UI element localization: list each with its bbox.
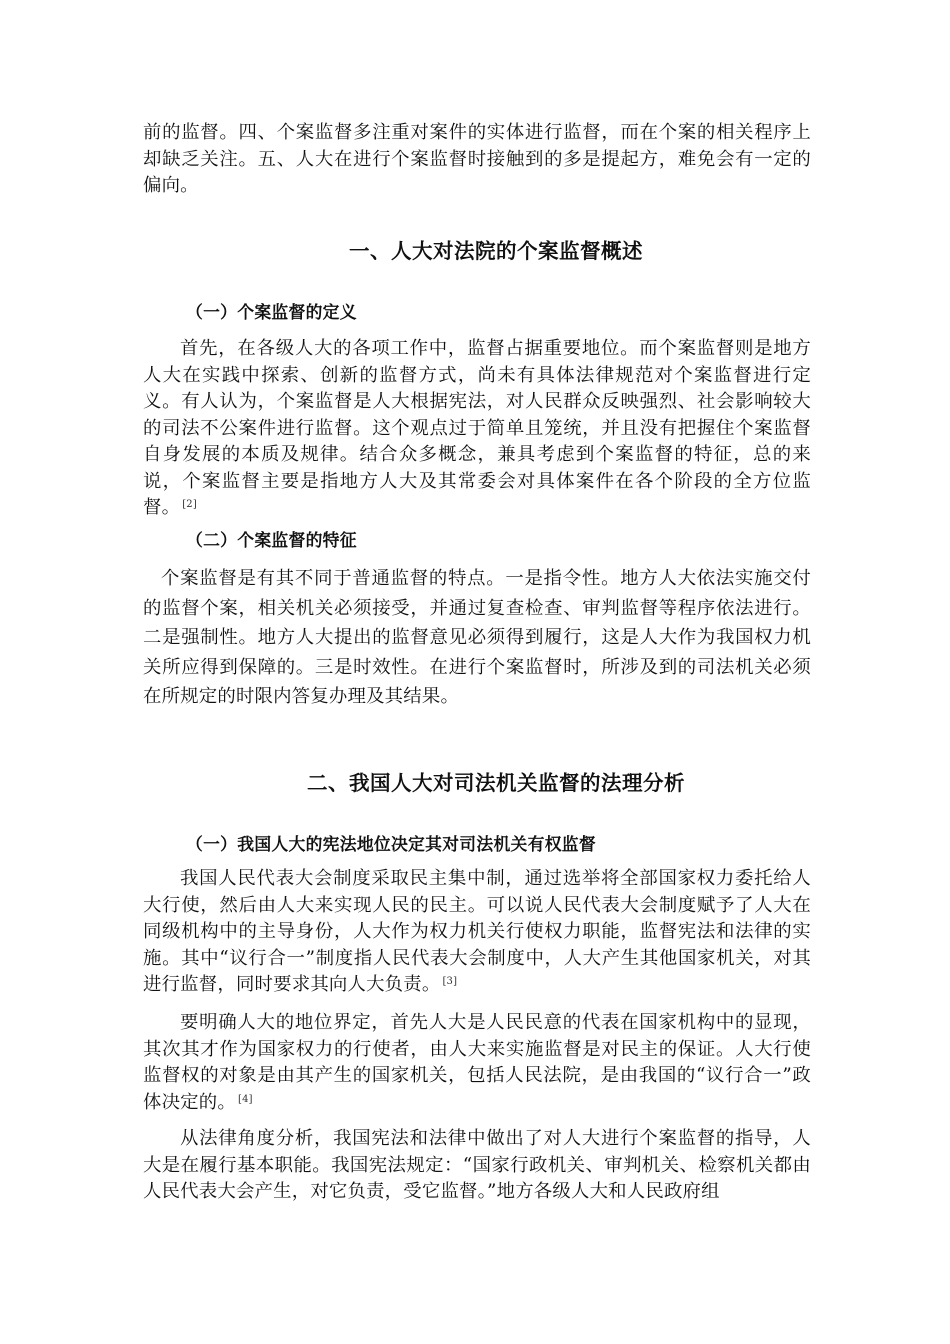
section-1-sub-2-heading: （二）个案监督的特征 (186, 530, 357, 550)
citation-3: [3] (442, 976, 458, 987)
section-1-sub-1-heading: （一）个案监督的定义 (186, 302, 357, 322)
section-2-paragraph-2 (143, 1010, 811, 1116)
intro-paragraph (143, 120, 811, 200)
section-1-sub-2-paragraph (143, 564, 811, 712)
paragraph-text: 个案监督是有其不同于普通监督的特点。一是指令性。地方人大依法实施交付的监督个案，相关机关必须接受，并通过复查检查、审判监督等程序依法进行。二是强制性。地方人大提出的监督意见必须得到履行，这是人大作为我国权力机关所应得到保障的。三是时效性。在进行个案监督时，所涉及到的司法机关必须在所规定的时限内答复办理及其结果。 (143, 568, 811, 707)
section-1-title: 一、人大对法院的个案监督概述 (349, 239, 643, 263)
intro-text: 前的监督。四、个案监督多注重对案件的实体进行监督，而在个案的相关程序上却缺乏关注。五、人大在进行个案监督时接触到的多是提起方，难免会有一定的偏向。 (143, 122, 811, 196)
citation-4: [4] (237, 1093, 253, 1105)
paragraph-text: 首先，在各级人大的各项工作中，监督占据重要地位。而个案监督则是地方人大在实践中探索、创新的监督方式，尚未有具体法律规范对个案监督进行定义。有人认为，个案监督是人大根据宪法，对人民群众反映强烈、社会影响较大的司法不公案件进行监督。这个观点过于简单且笼统，并且没有把握住个案监督自身发展的本质及规律。结合众多概念，兼具考虑到个案监督的特征，总的来说，个案监督主要是指地方人大及其常委会对具体案件在各个阶段的全方位监督。 (143, 338, 811, 518)
citation-2: [2] (182, 499, 197, 510)
section-2-paragraph-3 (143, 1126, 811, 1206)
section-2-sub-1-heading: （一）我国人大的宪法地位决定其对司法机关有权监督 (186, 834, 596, 854)
paragraph-text: 我国人民代表大会制度采取民主集中制，通过选举将全部国家权力委托给人大行使，然后由人大来实现人民的民主。可以说人民代表大会制度赋予了人大在同级机构中的主导身份，人大作为权力机关行使权力职能，监督宪法和法律的实施。其中“议行合一”制度指人民代表大会制度中，人大产生其他国家机关，对其进行监督，同时要求其向人大负责。 (143, 868, 811, 995)
section-2-paragraph-1 (143, 866, 811, 999)
section-2-title: 二、我国人大对司法机关监督的法理分析 (307, 771, 685, 795)
paragraph-text: 从法律角度分析，我国宪法和法律中做出了对人大进行个案监督的指导，人大是在履行基本职能。我国宪法规定：“国家行政机关、审判机关、检察机关都由人民代表大会产生，对它负责，受它监督。”地方各级人大和人民政府组 (143, 1128, 811, 1202)
paragraph-text: 要明确人大的地位界定，首先人大是人民民意的代表在国家机构中的显现，其次其才作为国家权力的行使者，由人大来实施监督是对民主的保证。人大行使监督权的对象是由其产生的国家机关，包括人民法院，是由我国的“议行合一”政体决定的。 (143, 1012, 811, 1113)
section-1-sub-1-paragraph (143, 336, 811, 522)
